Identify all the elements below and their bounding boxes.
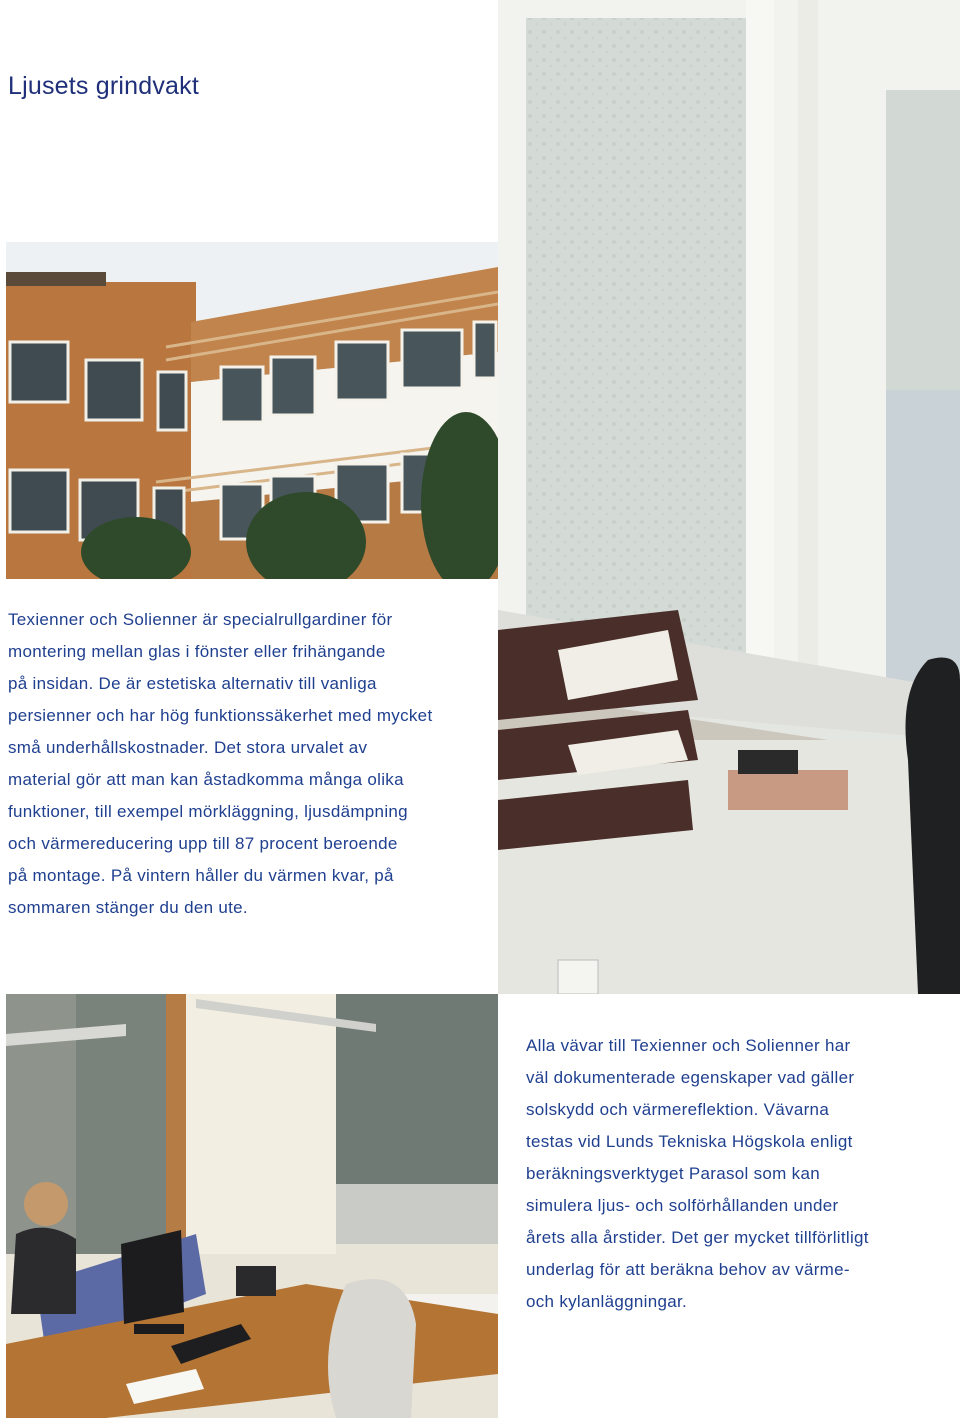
text-line: beräkningsverktyget Parasol som kan	[526, 1164, 820, 1183]
text-line: väl dokumenterade egenskaper vad gäller	[526, 1068, 855, 1087]
text-line: små underhållskostnader. Det stora urvalet av	[8, 738, 368, 757]
text-line: på montage. På vintern håller du värmen kvar, på	[8, 866, 394, 885]
text-line: material gör att man kan åstadkomma många olika	[8, 770, 404, 789]
text-line: Texienner och Solienner är specialrullgardiner för	[8, 610, 393, 629]
intro-paragraph	[8, 604, 488, 924]
text-line: och värmereducering upp till 87 procent beroende	[8, 834, 398, 853]
text-line: underlag för att beräkna behov av värme-	[526, 1260, 850, 1279]
text-line: Alla vävar till Texienner och Solienner har	[526, 1036, 851, 1055]
text-line: simulera ljus- och solförhållanden under	[526, 1196, 839, 1215]
text-line: testas vid Lunds Tekniska Högskola enligt	[526, 1132, 853, 1151]
text-line: sommaren stänger du den ute.	[8, 898, 248, 917]
text-line: solskydd och värmereflektion. Vävarna	[526, 1100, 830, 1119]
building-photo	[6, 242, 498, 579]
text-line: persienner och har hög funktionssäkerhet med mycket	[8, 706, 433, 725]
window-desk-photo	[498, 0, 960, 994]
office-photo	[6, 994, 498, 1418]
text-line: montering mellan glas i fönster eller frihängande	[8, 642, 386, 661]
fabric-paragraph	[526, 1030, 956, 1318]
text-line: på insidan. De är estetiska alternativ till vanliga	[8, 674, 377, 693]
page-title: Ljusets grindvakt	[8, 72, 199, 100]
text-line: funktioner, till exempel mörkläggning, ljusdämpning	[8, 802, 408, 821]
text-line: årets alla årstider. Det ger mycket tillförlitligt	[526, 1228, 869, 1247]
text-line: och kylanläggningar.	[526, 1292, 688, 1311]
